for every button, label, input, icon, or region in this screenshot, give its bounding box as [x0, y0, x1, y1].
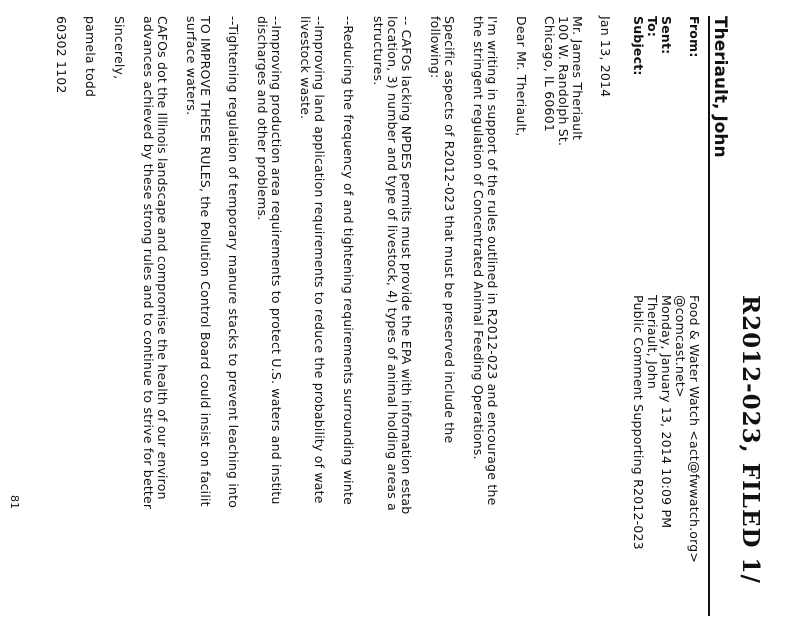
sent-value: Monday, January 13, 2014 10:09 PM — [659, 295, 674, 529]
sent-label: Sent: — [659, 16, 674, 55]
intro-line: I'm writing in support of the rules outlined in R2012-023 and encourage the — [485, 16, 500, 506]
bullet-line: --Improving production area requirements to protect U.S. waters and institu — [269, 16, 284, 505]
filing-stamp: R2012-023, FILED 1/ — [737, 295, 764, 584]
to-label: To: — [645, 16, 660, 38]
bullet-line: -- CAFOs lacking NPDES permits must provide the EPA with information estab — [399, 16, 414, 515]
salutation: Dear Mr. Theriault, — [514, 16, 529, 137]
intro-line: the stringent regulation of Concentrated Animal Feeding Operations. — [471, 16, 486, 460]
address-line: Chicago, IL 60601 — [542, 16, 557, 132]
subject-value: Public Comment Supporting R2012-023 — [631, 295, 646, 550]
address-line: Mr. James Theriault — [570, 16, 585, 141]
signer-name: pamela todd — [83, 16, 98, 98]
bullet-line: livestock waste. — [298, 16, 313, 120]
signer-zip: 60302 1102 — [54, 16, 69, 94]
closing-paragraph-line: CAFOs dot the Illinois landscape and compromise the health of our environ — [155, 16, 170, 500]
bullet-line: --Improving land application requirements to reduce the probability of wate — [312, 16, 327, 504]
bullet-line: discharges and other problems. — [255, 16, 270, 221]
from-label: From: — [687, 16, 702, 58]
page-number: 81 — [8, 495, 21, 509]
to-value: Theriault, John — [645, 295, 660, 389]
from-value: Food & Water Watch <act@fwwatch.org> — [687, 295, 702, 564]
signoff: Sincerely, — [112, 16, 127, 80]
bullet-line: location, 3) number and type of livestock, 4) types of animal holding areas a — [385, 16, 400, 511]
specific-line: following: — [428, 16, 443, 79]
letter-date: Jan 13, 2014 — [598, 16, 613, 98]
subject-label: Subject: — [631, 16, 646, 76]
bullet-line: --Reducing the frequency of and tightening requirements surrounding winte — [341, 16, 356, 505]
sender-name: Theriault, John — [710, 16, 730, 158]
closing-paragraph-line: advances achieved by these strong rules and to continue to strive for better — [141, 16, 156, 510]
caps-paragraph-line: TO IMPROVE THESE RULES, the Pollution Control Board could insist on facilit — [198, 16, 213, 507]
bullet-line: structures. — [371, 16, 386, 86]
caps-paragraph-line: surface waters. — [184, 16, 199, 116]
address-line: 100 W. Randolph St. — [556, 16, 571, 147]
header-rule — [708, 16, 710, 616]
from-value-cont: @comcast.net> — [673, 295, 688, 398]
specific-line: Specific aspects of R2012-023 that must be preserved include the — [442, 16, 457, 444]
bullet-line: --Tightening regulation of temporary manure stacks to prevent leaching into — [226, 16, 241, 509]
